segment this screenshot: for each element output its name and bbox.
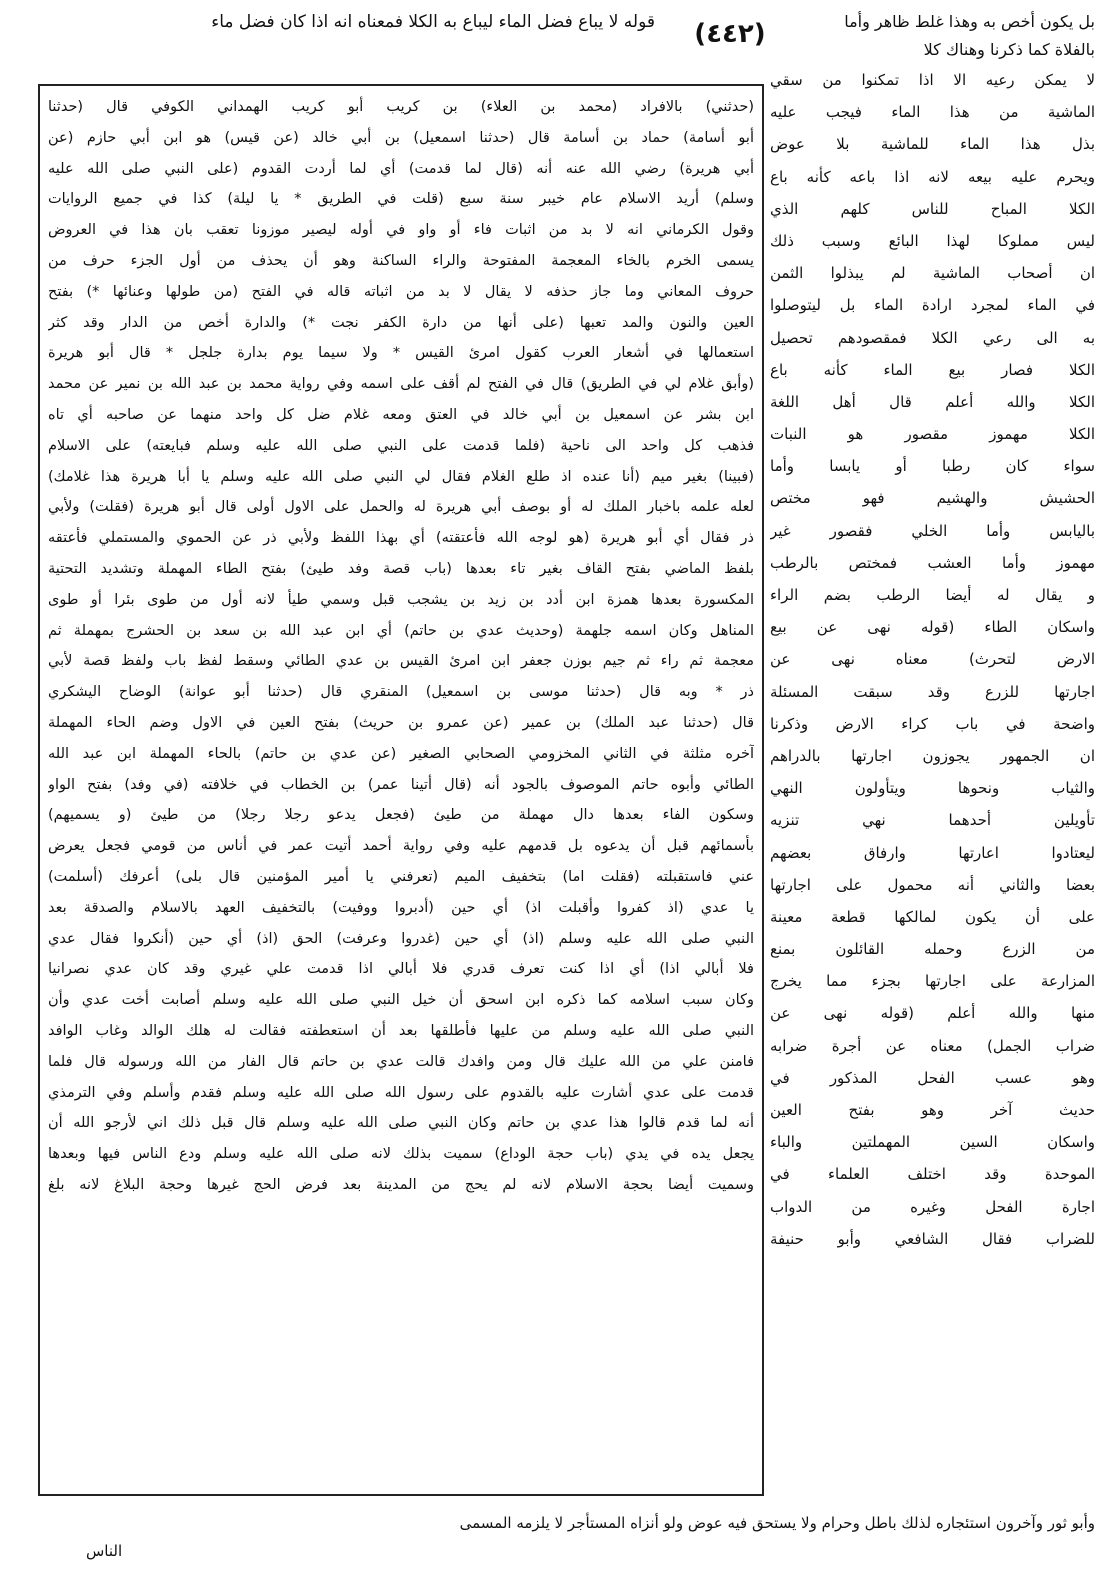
commentary-line: الموحدة وقد اختلف العلماء في [770, 1165, 1095, 1184]
main-text-line: وقول الكرماني انه لا بد من اثبات فاء أو واو في أوله ليصير موزونا تعقب بان هذا في العروض [48, 222, 754, 239]
main-text-line: وسلم) أريد الاسلام عام خيبر سنة سبع (قلت في الطريق * يا ليلة) كذا في جميع الروايات [48, 191, 754, 208]
main-text-line: فذهب كل واحد الى ناحية (فلما قدمت على النبي صلى الله عليه وسلم فبايعته) على الاسلام [48, 437, 754, 454]
commentary-line: بذل هذا الماء للماشية بلا عوض [770, 135, 1095, 154]
main-text-line: يجعل يده في يدي (باب حجة الوداع) سميت بذلك لانه صلى الله عليه وسلم ودع الناس فيها وبعدها [48, 1146, 754, 1163]
header-side-line: بالفلاة كما ذكرنا وهناك كلا [923, 40, 1095, 59]
main-text-line: وكان سبب اسلامه كما ذكره ابن اسحق أن خيل النبي صلى الله عليه وسلم أصابت أخت عدي وأن [48, 992, 754, 1009]
main-text-line: فامنن علي من الله عليك قال ومن وافدك قالت عدي بن حاتم قال الفار من الله ورسوله قال فلما [48, 1053, 754, 1070]
commentary-line: ليس مملوكا لهذا البائع وسبب ذلك [770, 231, 1095, 250]
main-text-line: بلفظ الماضي بفتح القاف بغير تاء بعدها (باب قصة وفد طيئ) بفتح الطاء المهملة وتشديد التحتية [48, 560, 754, 577]
main-text-line: يسمى الخرم بالخاء المعجمة المفتوحة والراء الساكنة وهو أن يحذف من أول الجزء حرف من [48, 252, 754, 269]
main-text-line: آخره مثلثة في الثاني المخزومي الصحابي الصغير (عن عدي بن حاتم) بالحاء المهملة ابن عبد الله [48, 745, 754, 762]
running-title: قوله لا يباع فضل الماء ليباع به الكلا فمعناه انه اذا كان فضل ماء [211, 12, 655, 32]
commentary-line: واضحة في باب كراء الارض وذكرنا [770, 714, 1095, 733]
main-text-line: (وأبق غلام لي في الطريق) قال في الفتح لم أقف على اسمه وفي رواية محمد بن عبد الله بن نمير عن محمد [48, 376, 754, 393]
commentary-line: ان الجمهور يجوزون اجارتها بالدراهم [770, 746, 1095, 765]
main-text-line: عني فاستقبلته (فقلت اما) بتخفيف الميم (تعرفني يا أمير المؤمنين قال بلى) أعرفك (أسلمت) [48, 868, 754, 885]
footer-text: وأبو ثور وآخرون استئجاره لذلك باطل وحرام ولا يستحق فيه عوض ولو أنزاه المستأجر لا يلزمه المسمى [459, 1514, 1095, 1532]
main-text-line: أبي هريرة) رضي الله عنه أنه (قال لما قدمت) أي لما أردت القدوم (على النبي صلى الله عليه [48, 160, 754, 177]
commentary-line: لا يمكن رعيه الا اذا تمكنوا من سقي [770, 71, 1095, 89]
main-text-line: أبو أسامة) حماد بن أسامة قال (حدثنا اسمعيل) بن أبي خالد (عن قيس) هو ابن أبي حازم (عن [48, 129, 754, 146]
commentary-line: ان أصحاب الماشية لم يبذلوا الثمن [770, 264, 1095, 283]
commentary-line: مهموز وأما العشب فمختص بالرطب [770, 553, 1095, 572]
commentary-line: باليابس وأما الخلي فقصور غير [770, 521, 1095, 540]
commentary-line: من الزرع وحمله القائلون بمنع [770, 940, 1095, 959]
main-text-line: فلا أبالي اذا) أي اذا كنت تعرف قدري فلا أبالي اذا قدمت علي غيري وقد كان عدي نصرانيا [48, 961, 754, 978]
main-text-line: حروف المعاني وما جاز حذفه لا يقال لا بد من اثباته قاله في الفتح (من طولها وعنائها *) بفتح [48, 283, 754, 300]
main-text-line: (حدثني) بالافراد (محمد بن العلاء) بن كريب أبو كريب الهمداني الكوفي قال (حدثنا [48, 99, 754, 115]
commentary-line: الكلا فصار بيع الماء كأنه باع [770, 360, 1095, 379]
page-header [20, 8, 1095, 64]
main-text-line: قال (حدثنا عبد الملك) بن عمير (عن عمرو بن حريث) بفتح العين في الاول وضم الحاء المهملة [48, 714, 754, 731]
main-text-line: استعمالها في أشعار العرب كقول امرئ القيس * ولا سيما يوم بدارة جلجل * قال أبو هريرة [48, 345, 754, 362]
commentary-line: الكلا المباح للناس كلهم الذي [770, 199, 1095, 218]
commentary-line: تأويلين أحدهما نهي تنزيه [770, 811, 1095, 830]
catchword: الناس [86, 1542, 123, 1560]
main-text-line: (فبينا) بغير ميم (أنا عنده اذ طلع الغلام فقال لي النبي صلى الله عليه وسلم يا أبا هريرة هذا غلامك) [48, 468, 754, 485]
main-text-line: قدمت على عدي أشارت عليه بالقدوم على رسول الله صلى الله عليه وسلم فقدم وأسلم وفي الترمذي [48, 1084, 754, 1101]
commentary-line: به الى رعي الكلا فمقصودهم تحصيل [770, 328, 1095, 347]
main-text-line: المكسورة بعدها همزة ابن أدد بن زيد بن يشجب قبل وسمي طيأ لانه أول من طوى بئرا أو طوى [48, 591, 754, 608]
main-text-line: ابن بشر عن اسمعيل بن أبي خالد في العتق ومعه غلام ضل كل واحد منهما عن صاحبه أي تاه [48, 406, 754, 423]
marginal-commentary-column [770, 64, 1095, 1494]
page-footer [40, 1508, 1095, 1568]
commentary-line: في الماء لمجرد ارادة الماء بل ليتوصلوا [770, 296, 1095, 315]
header-side-text [795, 8, 1095, 64]
commentary-line: الكلا والله أعلم قال أهل اللغة [770, 392, 1095, 411]
main-text-line: العين والنون والمد تعبها (على أنها من دارة الكفر نجت *) والدارة أخص من الدار وقد كثر [48, 314, 754, 331]
commentary-line: منها والله أعلم (قوله نهى عن [770, 1004, 1095, 1023]
main-text-line: معجمة ثم راء ثم جيم بوزن جعفر ابن امرئ القيس بن عدي الطائي وسقط لفظ باب ولفظ قصة لأبي [48, 653, 754, 670]
commentary-line: الكلا مهموز مقصور هو النبات [770, 425, 1095, 444]
commentary-line: وهو عسب الفحل المذكور في [770, 1068, 1095, 1087]
main-text-line: ذر فقال أي أبو هريرة (هو لوجه الله فأعتقته) أي بهذا اللفظ ولأبي ذر عن الحموي والمستملي فأعتقه [48, 530, 754, 547]
commentary-line: الحشيش والهشيم فهو مختص [770, 489, 1095, 508]
commentary-line: واسكان الطاء (قوله نهى عن بيع [770, 618, 1095, 637]
commentary-line: المزارعة على اجارتها بجزء مما يخرج [770, 972, 1095, 991]
commentary-line: حديث آخر وهو بفتح العين [770, 1101, 1095, 1119]
commentary-line: والثياب ونحوها ويتأولون النهي [770, 779, 1095, 798]
main-text-line: وسكون الفاء بعدها دال مهملة من طيئ (فجعل يدعو رجلا رجلا) من طيئ (و يسميهم) [48, 807, 754, 824]
main-text-line: الطائي وأبوه حاتم الموصوف بالجود أنه (قال أتينا عمر) بن الخطاب في خلافته (في وفد) بفتح الواو [48, 776, 754, 793]
commentary-line: سواء كان رطبا أو يابسا وأما [770, 457, 1095, 476]
commentary-line: واسكان السين المهملتين والباء [770, 1133, 1095, 1152]
main-text-line: لعله علمه باخبار الملك له أو بوصف أبي هريرة له والحمل على الاول أولى قال أبو هريرة (فقلت) ولأبي [48, 499, 754, 516]
commentary-line: الماشية من هذا الماء فيجب عليه [770, 103, 1095, 122]
commentary-line: اجارتها للزرع وقد سبقت المسئلة [770, 682, 1095, 701]
commentary-line: و يقال له أيضا الرطب بضم الراء [770, 586, 1095, 604]
main-text-line: ذر * وبه قال (حدثنا موسى بن اسمعيل) المنقري قال (حدثنا أبو عوانة) الوضاح اليشكري [48, 684, 754, 701]
main-text-line: النبي صلى الله عليه وسلم من عليها فأطلقها بعد أن استعطفته فقالت له هلك الوالد وغاب الوافد [48, 1022, 754, 1039]
commentary-line: ضراب الجمل) معناه عن أجرة ضرابه [770, 1036, 1095, 1055]
main-text-line: يا عدي (اذ كفروا وأقبلت اذ) أي حين (أدبروا ووفيت) بالتخفيف العهد بالاسلام والصدقة بعد [48, 899, 754, 916]
commentary-line: ليعتادوا اعارتها وارفاق بعضهم [770, 843, 1095, 862]
main-text-column [48, 92, 754, 1490]
main-text-line: المناهل وكان اسمه جلهمة (وحديث عدي بن حاتم) أي ابن عبد الله بن سعد بن الحشرج بمهملة ثم [48, 622, 754, 639]
main-text-line: النبي صلى الله عليه وسلم (اذ) أي حين (غدروا وعرفت) الحق (اذ) أي حين (أنكروا فقال عدي [48, 930, 754, 947]
commentary-line: بعضا والثاني أنه محمول على اجارتها [770, 875, 1095, 894]
commentary-line: الارض لتحرث) معناه نهى عن [770, 650, 1095, 669]
main-text-line: أنه لما قدم قالوا هذا عدي بن حاتم وكان النبي صلى الله عليه وسلم قال قبل ذلك اني لأرجو الله أن [48, 1115, 754, 1132]
commentary-line: للضراب فقال الشافعي وأبو حنيفة [770, 1229, 1095, 1248]
main-text-line: وسميت أيضا بحجة الاسلام لانه لم يحج من المدينة بعد فرض الحج غيرها وحجة البلاغ لانه بلغ [48, 1176, 754, 1193]
main-text-line: بأسمائهم قبل أن يدعوه بل قدمهم عليه وفي رواية أحمد أتيت عمر في أناس من قومي فجعل يعرض [48, 838, 754, 855]
commentary-line: على أن يكون لمالكها قطعة معينة [770, 907, 1095, 926]
header-side-line: بل يكون أخص به وهذا غلط ظاهر وأما [844, 12, 1095, 31]
commentary-line: ويحرم عليه بيعه لانه اذا باعه كأنه باع [770, 167, 1095, 186]
page-number: (٤٤٢) [694, 19, 766, 49]
commentary-line: اجارة الفحل وغيره من الدواب [770, 1197, 1095, 1216]
